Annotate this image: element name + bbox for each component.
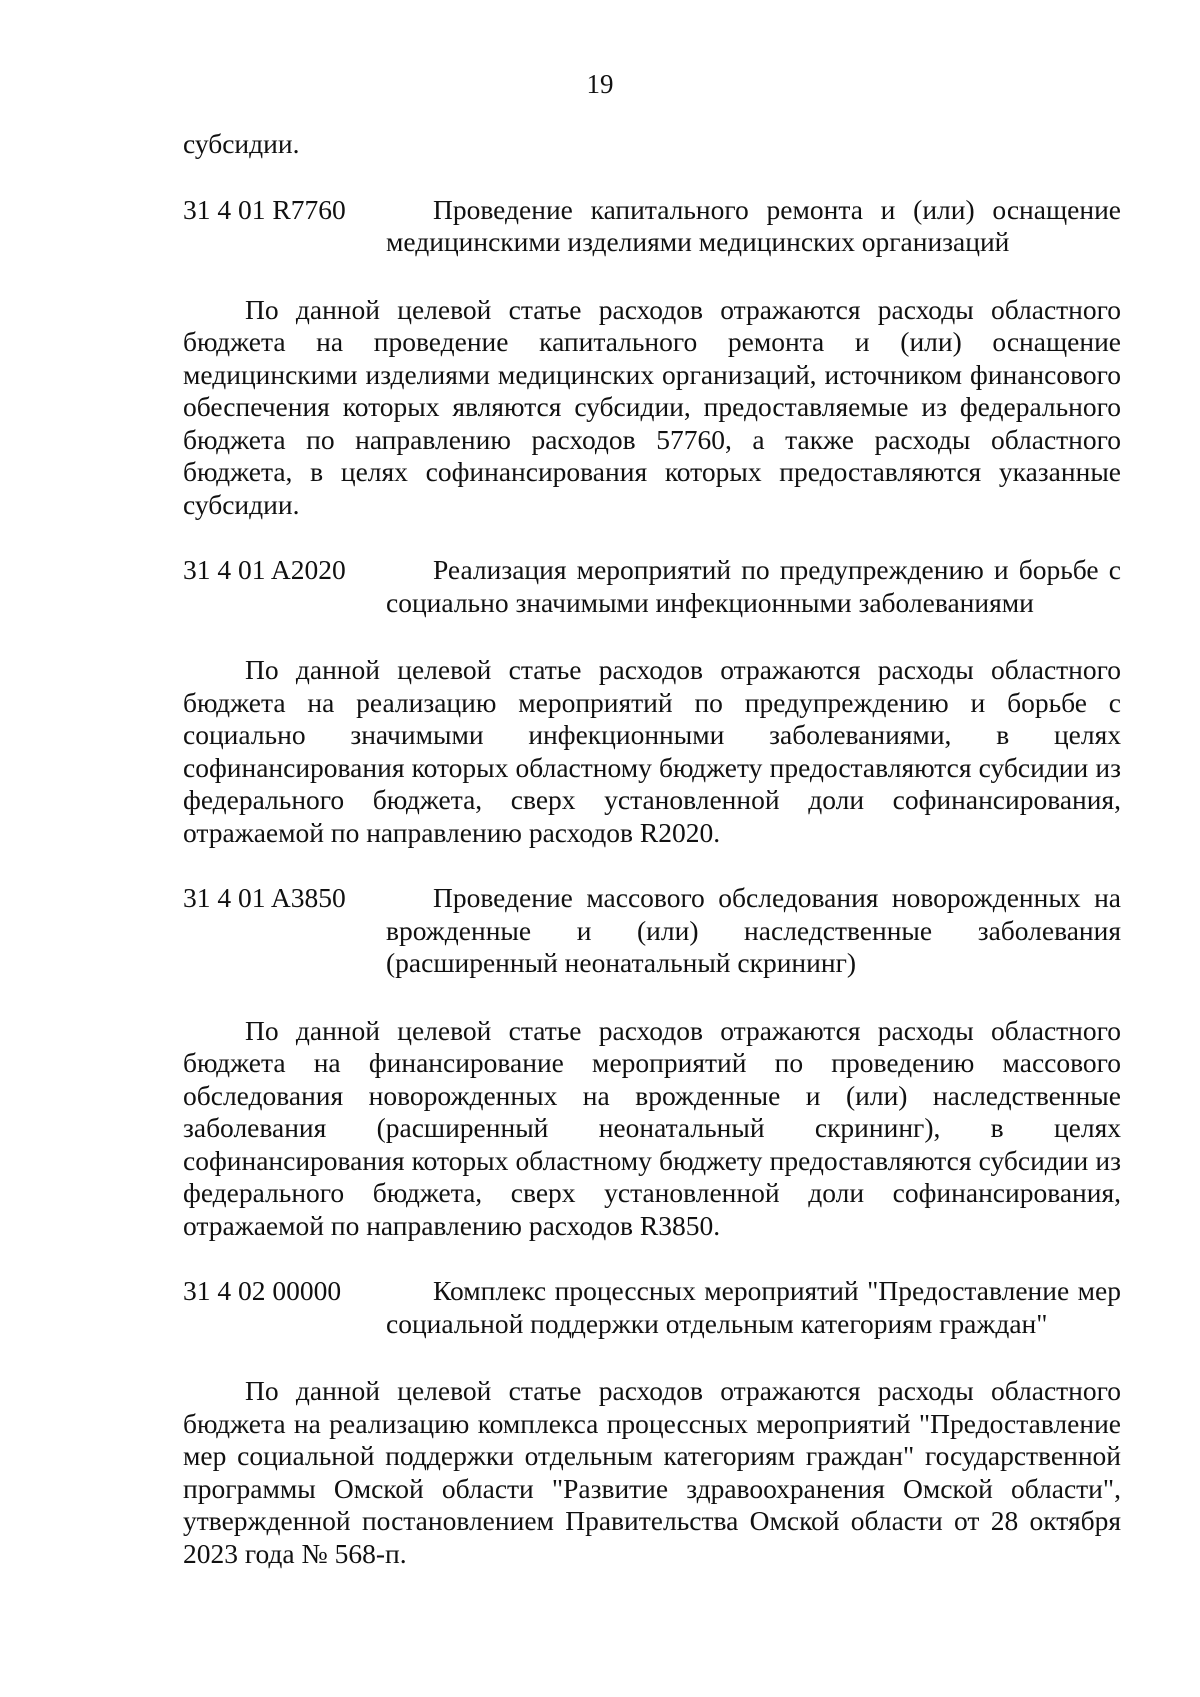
entry-heading [183, 882, 1121, 980]
continued-text: субсидии. [183, 128, 300, 159]
entry-description: По данной целевой статье расходов отражаются расходы областного бюджета на реализацию мероприятий по предупреждению и борьбе с социально значимыми инфекционными заболеваниями, в целях софинансирования которых областному бюджету предоставляются субсидии из федерального бюджета, сверх установленной доли софинансирования, отражаемой по направлению расходов R2020. [183, 654, 1121, 848]
entry-code: 31 4 01 A2020 [183, 554, 346, 585]
entry-title: Проведение капитального ремонта и (или) оснащение медицинскими изделиями медицинских организаций [386, 193, 1121, 257]
entry-description: По данной целевой статье расходов отражаются расходы областного бюджета на финансирование мероприятий по проведению массового обследования новорожденных на врожденные и (или) наследственные заболевания (расширенный неонатальный скрининг), в целях софинансирования которых областному бюджету предоставляются субсидии из федерального бюджета, сверх установленной доли софинансирования, отражаемой по направлению расходов R3850. [183, 1014, 1121, 1241]
entry-code: 31 4 01 R7760 [183, 193, 346, 225]
entry-code: 31 4 02 00000 [183, 1275, 342, 1306]
entry-heading [183, 554, 1121, 619]
entry-code: 31 4 01 A3850 [183, 882, 346, 913]
entry-title: Комплекс процессных мероприятий "Предоставление мер социальной поддержки отдельным категориям граждан" [386, 1275, 1121, 1339]
entry-description: По данной целевой статье расходов отражаются расходы областного бюджета на реализацию комплекса процессных мероприятий "Предоставление мер социальной поддержки отдельным категориям граждан" государственной программы Омской области "Развитие здравоохранения Омской области", утвержденной постановлением Правительства Омской области от 28 октября 2023 года № 568-п. [183, 1375, 1121, 1569]
entry-title: Реализация мероприятий по предупреждению и борьбе с социально значимыми инфекционными заболеваниями [386, 554, 1121, 618]
entry-description: По данной целевой статье расходов отражаются расходы областного бюджета на проведение капитального ремонта и (или) оснащение медицинскими изделиями медицинских организаций, источником финансового обеспечения которых являются субсидии, предоставляемые из федерального бюджета по направлению расходов 57760, а также расходы областного бюджета, в целях софинансирования которых предоставляются указанные субсидии. [183, 293, 1121, 520]
budget-entry [183, 1275, 1121, 1570]
budget-entry [183, 554, 1121, 849]
budget-entry [183, 882, 1121, 1242]
entry-heading [183, 194, 1121, 259]
budget-entry [183, 194, 1121, 522]
entry-title: Проведение массового обследования новорожденных на врожденные и (или) наследственные заболевания (расширенный неонатальный скрининг) [386, 882, 1121, 978]
entry-heading [183, 1275, 1121, 1340]
page-number: 19 [586, 69, 614, 99]
document-body [183, 128, 1121, 1570]
